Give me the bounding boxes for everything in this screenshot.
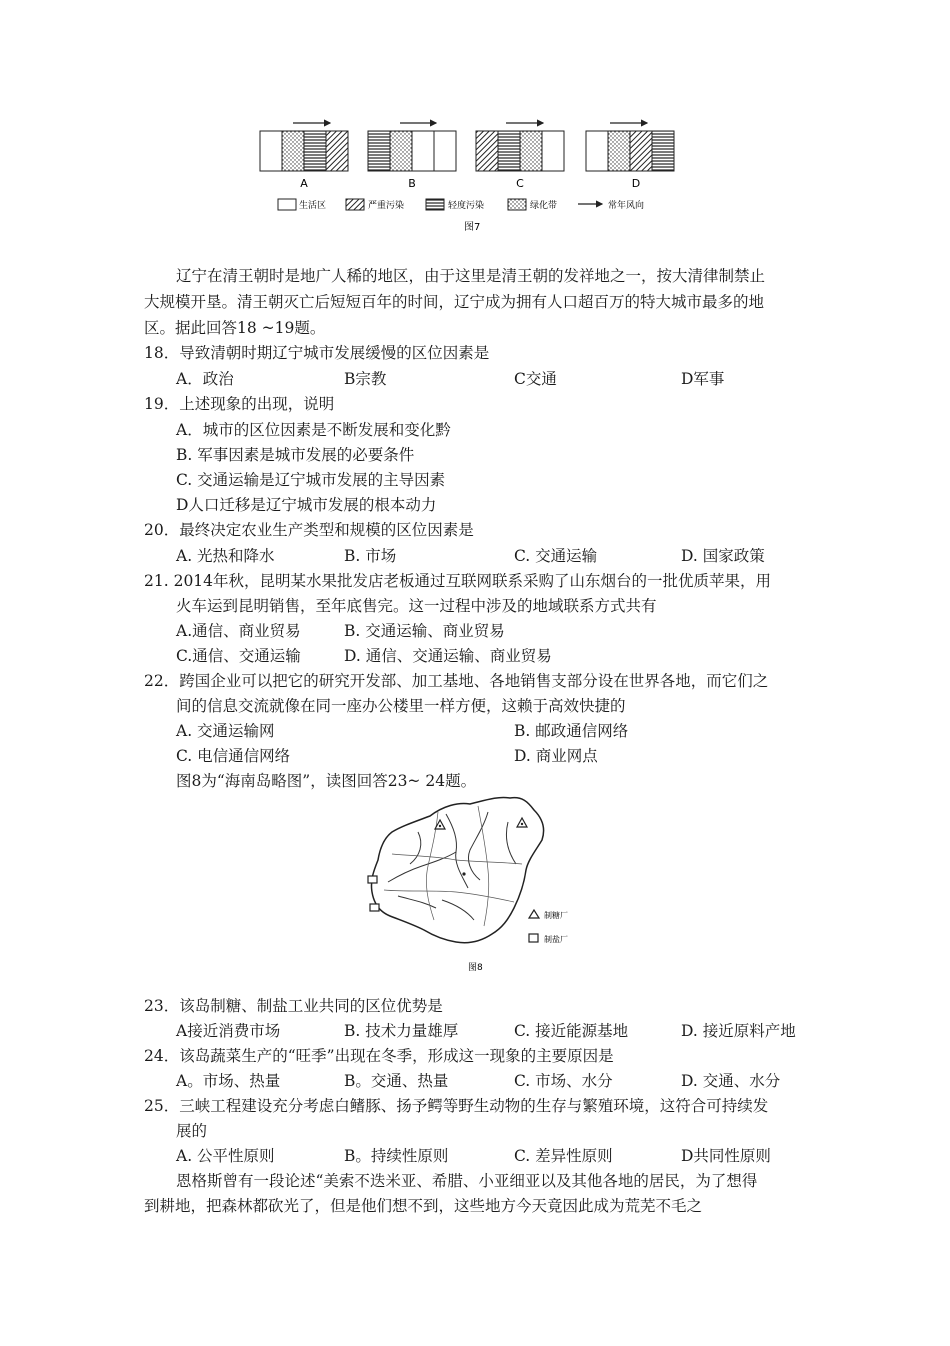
q25-option-d: D共同性原则 xyxy=(681,1147,771,1165)
diagram-label-c: C xyxy=(516,177,524,190)
q25-stem-line2: 展的 xyxy=(176,1122,208,1140)
passage2-line2: 到耕地，把森林都砍光了，但是他们想不到，这些地方今天竟因此成为荒芜不毛之 xyxy=(144,1197,703,1215)
diagram-a xyxy=(260,123,348,171)
diagram-b xyxy=(368,123,456,171)
q21-stem-line1: 21. 2014年秋，昆明某水果批发店老板通过互联网联系采购了山东烟台的一批优质苹果，用 xyxy=(144,572,772,590)
q18-option-b: B宗教 xyxy=(344,370,387,388)
diagram-label-d: D xyxy=(631,177,641,190)
q19-option-b: B. 军事因素是城市发展的必要条件 xyxy=(176,446,415,464)
figure-8-legend xyxy=(529,910,568,944)
q19-option-a: A．城市的区位因素是不断发展和变化黔 xyxy=(176,421,451,439)
legend-living-label: 生活区 xyxy=(299,201,327,211)
q19-stem: 19．上述现象的出现，说明 xyxy=(144,395,335,413)
legend-light-swatch xyxy=(426,199,444,210)
q22-stem-line2: 间的信息交流就像在同一座办公楼里一样方便，这赖于高效快捷的 xyxy=(176,697,626,715)
q20-option-c: C. 交通运输 xyxy=(514,547,598,565)
q25-option-c: C. 差异性原则 xyxy=(514,1147,613,1165)
q18-option-c: C交通 xyxy=(514,370,557,388)
q24-option-a: A。市场、热量 xyxy=(176,1072,281,1090)
passage1-line3: 区。据此回答18 ~19题。 xyxy=(144,319,326,337)
q20-option-a: A. 光热和降水 xyxy=(176,547,275,565)
city-dot xyxy=(462,872,465,875)
legend-salt-icon xyxy=(529,934,538,942)
q21-option-a: A.通信、商业贸易 xyxy=(176,622,301,640)
diagram-d xyxy=(586,123,674,171)
legend-sugar-icon xyxy=(529,910,539,918)
diagram-label-b: B xyxy=(408,177,416,190)
passage1-line1: 辽宁在清王朝时是地广人稀的地区，由于这里是清王朝的发祥地之一，按大清律制禁止 xyxy=(176,267,766,285)
legend-green-label: 绿化带 xyxy=(530,201,558,211)
q20-option-d: D. 国家政策 xyxy=(681,547,765,565)
figure8-intro: 图8为“海南岛略图”，读图回答23~ 24题。 xyxy=(176,772,477,790)
q25-option-b: B。持续性原则 xyxy=(344,1147,449,1165)
salt-factory-icon-1 xyxy=(368,876,377,883)
q24-stem: 24．该岛蔬菜生产的“旺季”出现在冬季，形成这一现象的主要原因是 xyxy=(144,1047,614,1065)
q23-stem: 23．该岛制糖、制盐工业共同的区位优势是 xyxy=(144,997,443,1015)
q22-option-c: C. 电信通信网络 xyxy=(176,747,291,765)
legend-heavy-label: 严重污染 xyxy=(368,201,405,211)
q22-stem-line1: 22．跨国企业可以把它的研究开发部、加工基地、各地销售支部分设在世界各地，而它们之 xyxy=(144,672,769,690)
island-outline xyxy=(371,797,543,942)
figure-7 xyxy=(250,115,690,240)
q18-stem: 18．导致清朝时期辽宁城市发展缓慢的区位因素是 xyxy=(144,344,490,362)
legend-salt-label: 制盐厂 xyxy=(544,935,568,944)
q24-option-d: D. 交通、水分 xyxy=(681,1072,781,1090)
q23-option-b: B. 技术力量雄厚 xyxy=(344,1022,459,1040)
q24-option-c: C. 市场、水分 xyxy=(514,1072,613,1090)
q19-option-d: D人口迁移是辽宁城市发展的根本动力 xyxy=(176,496,437,514)
q22-option-a: A. 交通运输网 xyxy=(176,722,275,740)
legend-light-label: 轻度污染 xyxy=(448,201,485,211)
passage2-line1: 恩格斯曾有一段论述“美索不迭米亚、希腊、小亚细亚以及其他各地的居民，为了想得 xyxy=(176,1172,758,1190)
figure-8-caption: 图8 xyxy=(468,963,483,973)
q18-option-d: D军事 xyxy=(681,370,725,388)
q21-option-b: B. 交通运输、商业贸易 xyxy=(344,622,505,640)
q25-option-a: A. 公平性原则 xyxy=(176,1147,275,1165)
salt-factory-icon-2 xyxy=(370,904,379,911)
figure-8-hainan-map xyxy=(358,792,598,977)
passage1-line2: 大规模开垦。清王朝灭亡后短短百年的时间，辽宁成为拥有人口超百万的特大城市最多的地 xyxy=(144,293,765,311)
q21-option-c: C.通信、交通运输 xyxy=(176,647,301,665)
legend-wind-label: 常年风向 xyxy=(608,201,645,211)
q25-stem-line1: 25．三峡工程建设充分考虑白鳍豚、扬予鳄等野生动物的生存与繁殖环境，这符合可持续发 xyxy=(144,1097,769,1115)
figure-7-caption: 图7 xyxy=(464,222,481,233)
q19-option-c: C. 交通运输是辽宁城市发展的主导因素 xyxy=(176,471,446,489)
legend-living-swatch xyxy=(278,199,296,210)
q20-stem: 20．最终决定农业生产类型和规模的区位因素是 xyxy=(144,521,474,539)
q23-option-c: C. 接近能源基地 xyxy=(514,1022,629,1040)
legend-heavy-swatch xyxy=(346,199,364,210)
q21-stem-line2: 火车运到昆明销售，至年底售完。这一过程中涉及的地域联系方式共有 xyxy=(176,597,657,615)
figure-7-legend xyxy=(278,199,644,211)
q21-option-d: D. 通信、交通运输、商业贸易 xyxy=(344,647,552,665)
q20-option-b: B. 市场 xyxy=(344,547,397,565)
legend-sugar-label: 制糖厂 xyxy=(544,911,568,920)
q23-option-a: A接近消费市场 xyxy=(176,1022,281,1040)
q22-option-b: B. 邮政通信网络 xyxy=(514,722,629,740)
q18-option-a: A．政治 xyxy=(176,370,234,388)
diagram-c xyxy=(476,123,564,171)
q22-option-d: D. 商业网点 xyxy=(514,747,598,765)
q23-option-d: D. 接近原料产地 xyxy=(681,1022,796,1040)
q24-option-b: B。交通、热量 xyxy=(344,1072,449,1090)
legend-green-swatch xyxy=(508,199,526,210)
diagram-label-a: A xyxy=(300,177,308,190)
